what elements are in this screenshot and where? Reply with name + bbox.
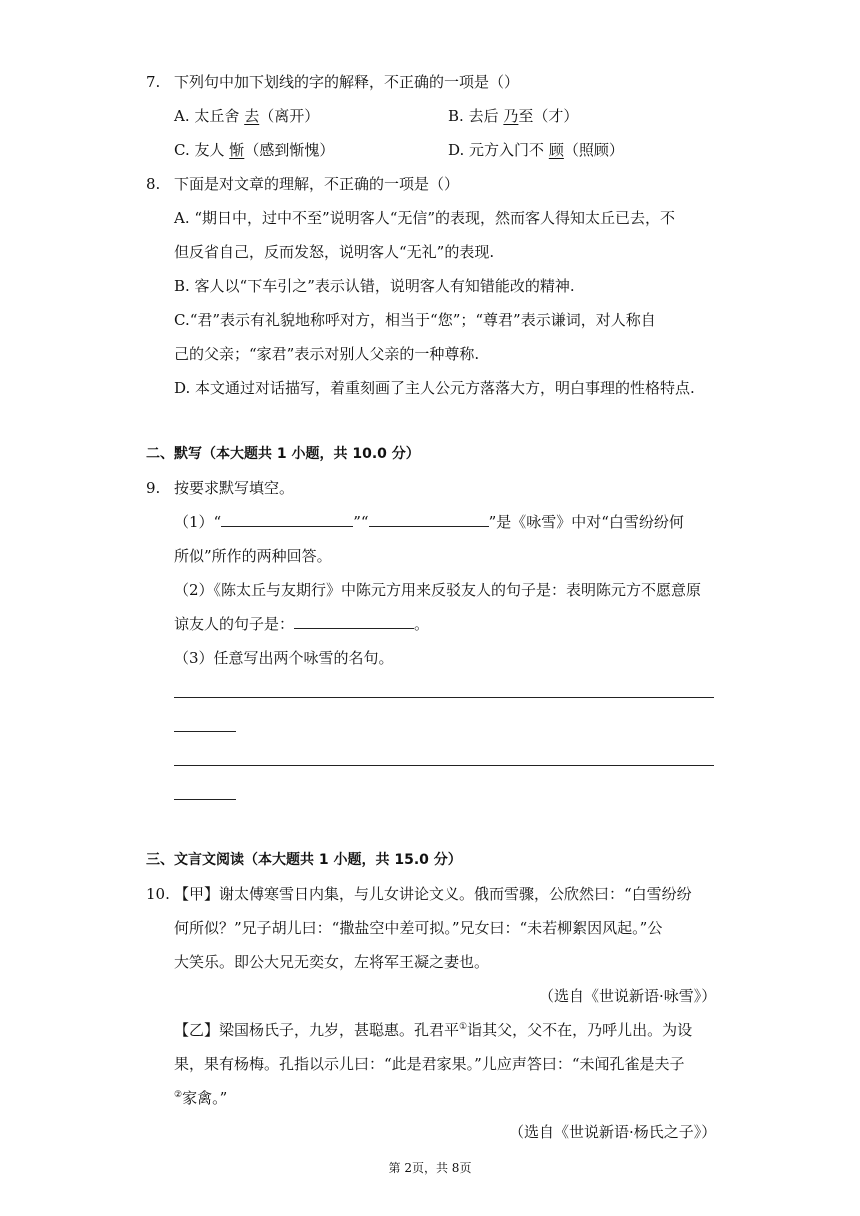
q10-yi-line2: 果，果有杨梅。孔指以示儿曰：“此是君家果。”儿应声答曰：“未闻孔雀是夫子 (174, 1055, 685, 1073)
q10-jia-line1: 【甲】谢太傅寒雪日内集，与儿女讲论文义。俄而雪骤，公欣然曰：“白雪纷纷 (174, 885, 692, 903)
q9-answer-line-1[interactable] (174, 697, 714, 698)
q7-a-label: A. (174, 107, 190, 125)
q10-jia-source: （选自《世说新语·咏雪》） (539, 987, 717, 1005)
q7-c-pre: 友人 (194, 141, 225, 159)
q8-stem: 下面是对文章的理解，不正确的一项是（） (174, 175, 460, 193)
q10-yi-line3-text: 家禽。” (182, 1089, 228, 1107)
q8-option-b: B. 客人以“下车引之”表示认错，说明客人有知错能改的精神. (174, 277, 575, 295)
q7-a-gloss: （离开） (259, 107, 320, 125)
q9-part2-line1: （2）《陈太丘与友期行》中陈元方用来反驳友人的句子是：表明陈元方不愿意原 (174, 581, 702, 599)
q9-blank-3[interactable] (294, 614, 414, 629)
q9-blank-2[interactable] (369, 512, 489, 527)
footnote-marker-2: ② (174, 1090, 183, 1100)
q9-part3: （3）任意写出两个咏雪的名句。 (174, 649, 394, 667)
q7-c-gloss: （感到惭愧） (244, 141, 335, 159)
q9-part1-mid: ”“ (353, 513, 369, 531)
q10-jia-line2: 何所似？”兄子胡儿曰：“撒盐空中差可拟。”兄女曰：“未若柳絮因风起。”公 (174, 919, 663, 937)
q10-yi-source: （选自《世说新语·杨氏之子》） (509, 1123, 717, 1141)
q9-part2-pre: 谅友人的句子是： (174, 615, 295, 633)
q9-answer-line-1-cont[interactable] (174, 731, 236, 732)
q7-option-b (448, 105, 578, 127)
q7-d-gloss: （照顾） (563, 141, 624, 159)
q9-stem: 按要求默写填空。 (174, 479, 295, 497)
q10-yi-line3 (174, 1087, 227, 1109)
q10-yi-line1-pre: 【乙】梁国杨氏子，九岁，甚聪惠。孔君平 (174, 1021, 460, 1039)
q10-number: 10. (146, 885, 170, 903)
q7-stem: 下列句中加下划线的字的解释，不正确的一项是（） (174, 73, 520, 91)
page-footer: 第 2页，共 8页 (388, 1161, 472, 1175)
q7-b-label: B. (448, 107, 464, 125)
q9-answer-line-2-cont[interactable] (174, 799, 236, 800)
q9-part1-pre: （1）“ (174, 513, 222, 531)
q7-d-pre: 元方入门不 (469, 141, 545, 159)
q9-number: 9. (146, 479, 161, 497)
q8-number: 8. (146, 175, 161, 193)
q7-a-pre: 太丘舍 (194, 107, 240, 125)
q7-b-word: 乃 (503, 107, 519, 125)
q7-d-word: 顾 (548, 141, 564, 159)
q8-option-c-line2: 己的父亲；“家君”表示对别人父亲的一种尊称. (174, 345, 480, 363)
q8-option-a-line2: 但反省自己，反而发怒，说明客人“无礼”的表现. (174, 243, 495, 261)
q7-b-pre: 去后 (468, 107, 499, 125)
section-3-title: 三、文言文阅读（本大题共 1 小题，共 15.0 分） (146, 852, 462, 868)
q9-part2-post: 。 (414, 615, 430, 633)
q7-a-word: 去 (244, 107, 260, 125)
q7-d-label: D. (448, 141, 465, 159)
q9-answer-line-2[interactable] (174, 765, 714, 766)
q7-c-label: C. (174, 141, 190, 159)
q9-part1-line2: 所似”所作的两种回答。 (174, 547, 332, 565)
q7-number: 7. (146, 73, 161, 91)
q8-option-c-line1: C.“君”表示有礼貌地称呼对方，相当于“您”；“尊君”表示谦词，对人称自 (174, 311, 656, 329)
section-2-title: 二、默写（本大题共 1 小题，共 10.0 分） (146, 446, 420, 462)
q7-option-a (174, 105, 319, 127)
q7-option-d (448, 139, 624, 161)
q7-b-gloss: （才） (533, 107, 579, 125)
q8-option-a-line1: A. “期日中，过中不至”说明客人“无信”的表现，然而客人得知太丘已去，不 (174, 209, 676, 227)
q10-yi-line1 (174, 1019, 692, 1041)
q8-option-d: D. 本文通过对话描写，着重刻画了主人公元方落落大方，明白事理的性格特点. (174, 379, 695, 397)
q9-part1-post: ”是《咏雪》中对“白雪纷纷何 (488, 513, 684, 531)
q7-b-post: 至 (518, 107, 534, 125)
q10-yi-line1-post: 诣其父，父不在，乃呼儿出。为设 (467, 1021, 693, 1039)
q7-c-word: 惭 (229, 141, 245, 159)
footnote-marker-1: ① (459, 1022, 468, 1032)
q9-part1-line1 (174, 511, 684, 533)
q7-option-c (174, 139, 334, 161)
q9-part2-line2 (174, 613, 429, 635)
q9-blank-1[interactable] (221, 512, 353, 527)
q10-jia-line3: 大笑乐。即公大兄无奕女，左将军王凝之妻也。 (174, 953, 490, 971)
